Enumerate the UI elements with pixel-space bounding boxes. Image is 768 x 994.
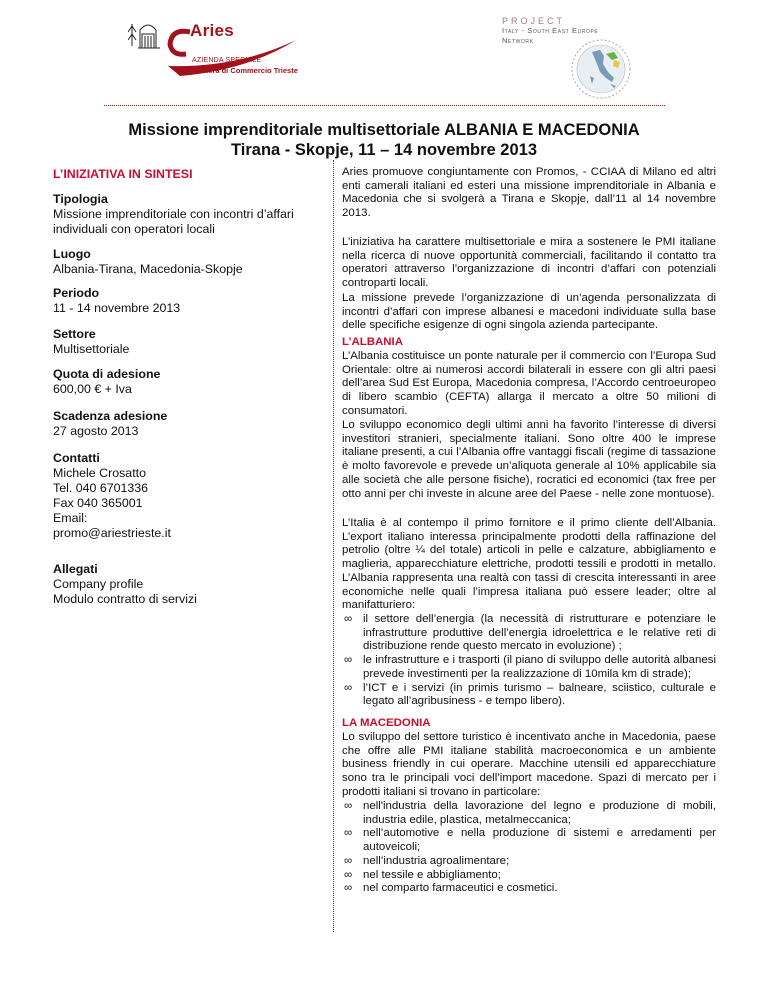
contatti-tel: Tel. 040 6701336	[53, 481, 149, 495]
contatti-email-label: Email:	[53, 511, 88, 525]
title-line-1: Missione imprenditoriale multisettoriale ALBANIA E MACEDONIA	[128, 121, 640, 139]
list-item-text: nel tessile e abbigliamento;	[363, 868, 501, 881]
quota-label: Quota di adesione	[53, 367, 161, 381]
list-item	[342, 613, 716, 654]
list-item-text: l’ICT e i servizi (in primis turismo – balneare, sciistico, culturale e legato all’agribusiness - e tempo libero).	[363, 681, 716, 708]
allegato-modulo-contratto: Modulo contratto di servizi	[53, 592, 197, 606]
periodo-value: 11 - 14 novembre 2013	[53, 301, 181, 315]
periodo-block	[53, 286, 329, 316]
column-divider	[333, 160, 334, 932]
document-title	[80, 120, 688, 160]
header-divider	[104, 105, 665, 106]
tipologia-block	[53, 192, 329, 237]
settore-block	[53, 327, 329, 357]
macedonia-heading: LA MACEDONIA	[342, 717, 431, 729]
list-item-text: le infrastrutture e i trasporti (il piano di sviluppo delle autorità albanesi prevede investimenti per la realizzazione di 10mila km di strade);	[363, 654, 716, 680]
macedonia-sector-list	[342, 800, 716, 896]
list-item	[342, 654, 716, 681]
bullet-glyph: ∞	[344, 868, 353, 881]
bullet-glyph: ∞	[344, 827, 353, 840]
list-item-text: nell'industria della lavorazione del legno e produzione di mobili, industria edile, plastica, metalmeccanica;	[363, 800, 716, 826]
list-item-text: il settore dell’energia (la necessità di ristrutturare e potenziare le infrastrutture produttive dell’energia idroelettrica e le relative reti di distribuzione rende questo mercato in evoluzione) ;	[363, 613, 716, 653]
quota-block	[53, 367, 329, 397]
contatti-fax: Fax 040 365001	[53, 496, 143, 510]
allegato-company-profile: Company profile	[53, 577, 144, 591]
brand-chamber: Camera di Commercio Trieste	[192, 66, 298, 75]
intro-paragraph-2: L’iniziativa ha carattere multisettoriale e mira a sostenere le PMI italiane nella ricerca di nuove opportunità commerciali, facilitando il contatto tra operatori attraverso l’organizzazione di incontri d’affari con potenziali controparti locali.	[342, 236, 716, 290]
summary-heading: L’INIZIATIVA IN SINTESI	[53, 167, 193, 181]
scadenza-value: 27 agosto 2013	[53, 424, 139, 438]
bullet-glyph: ∞	[344, 882, 353, 895]
albania-paragraph-2: Lo sviluppo economico degli ultimi anni ha favorito l’interesse di diversi investitori stranieri, specialmente italiani. Sono oltre 400 le imprese italiane presenti, a cui l’Albania offre vantaggi fiscali (regime di tassazione è molto favorevole e prevede un’aliquota generale al 10% applicabile sia alle società che alle persone fisiche), rocratici ed economici (tax free per otto anni per chi investe in alcune aree del Paese - nelle zone montuose).	[342, 419, 716, 500]
bullet-glyph: ∞	[344, 854, 353, 867]
contatti-block	[53, 451, 329, 541]
list-item	[342, 855, 716, 869]
albania-paragraph-1: L’Albania costituisce un ponte naturale per il commercio con l’Europa Sud Orientale: oltre ai numerosi accordi bilaterali in essere con gli altri paesi dell’area Sud Est Europa, Macedonia compresa, l’Accordo centroeuropeo di libero scambio (CEFTA) allarga il mercato a oltre 50 milioni di consumatori.	[342, 350, 716, 417]
quota-value: 600,00 € + Iva	[53, 382, 132, 396]
list-item-text: nell’automotive e nella produzione di sistemi e arredamenti per autoveicoli;	[363, 827, 716, 854]
bullet-glyph: ∞	[344, 613, 353, 625]
luogo-label: Luogo	[53, 247, 91, 261]
luogo-block	[53, 247, 329, 277]
intro-paragraph-1: Aries promuove congiuntamente con Promos, - CCIAA di Milano ed altri enti camerali italiani ed esteri una missione imprenditoriale in Albania e Macedonia che si svolgerà a Tirana e Skopje, dall’11 al 14 novembre 2013.	[342, 166, 716, 220]
scadenza-label: Scadenza adesione	[53, 409, 168, 423]
tipologia-label: Tipologia	[53, 192, 108, 206]
allegati-block	[53, 562, 329, 607]
periodo-label: Periodo	[53, 286, 100, 300]
bullet-glyph: ∞	[344, 681, 353, 694]
project-line-2: Network	[502, 36, 534, 45]
contatti-name: Michele Crosatto	[53, 466, 146, 480]
list-item-text: nell’industria agroalimentare;	[363, 854, 510, 867]
settore-label: Settore	[53, 327, 96, 341]
bullet-glyph: ∞	[344, 654, 353, 667]
project-map-emblem	[570, 38, 632, 100]
luogo-value: Albania-Tirana, Macedonia-Skopje	[53, 262, 243, 276]
tipologia-value: Missione imprenditoriale con incontri d’affari individuali con operatori locali	[53, 207, 294, 236]
list-item-text: nel comparto farmaceutici e cosmetici.	[363, 882, 558, 895]
bullet-glyph: ∞	[344, 800, 353, 812]
albania-paragraph-3: L’Italia è al contempo il primo fornitore e il primo cliente dell’Albania. L’export italiano interessa principalmente prodotti della raffinazione del petrolio (oltre ¼ del totale) articoli in pelle e calzature, abbigliamento e maglieria, apparecchiature elettriche, prodotti tessili e prodotti in metallo. L’Albania rappresenta una realtà con tassi di crescita interessanti in aree economiche nelle quali l’impresa italiana può essere leader; oltre al manifatturiero:	[342, 517, 716, 612]
macedonia-paragraph-1: Lo sviluppo del settore turistico è incentivato anche in Macedonia, paese che offre alle PMI italiane stabilità macroeconomica e un ambiente business friendly in cui operare. Macchine utensili ed apparecchiature sono tra le principali voci dell’import macedone. Spazi di mercato per i prodotti italiani si trovano in particolare:	[342, 731, 716, 798]
settore-value: Multisettoriale	[53, 342, 130, 356]
list-item	[342, 800, 716, 827]
project-word: PROJECT	[502, 16, 566, 26]
albania-sector-list	[342, 613, 716, 709]
brand-name: Aries	[190, 21, 235, 40]
brand-subtitle: AZIENDA SPECIALE	[192, 57, 262, 64]
intro-paragraph-3: La missione prevede l’organizzazione di un’agenda personalizzata di incontri d’affari con imprese albanesi e macedoni individuate sulla base delle specifiche esigenze di ogni singola azienda partecipante.	[342, 292, 716, 332]
list-item	[342, 882, 716, 896]
contatti-label: Contatti	[53, 451, 100, 465]
list-item	[342, 827, 716, 854]
albania-heading: L’ALBANIA	[342, 336, 403, 348]
scadenza-block	[53, 409, 329, 439]
list-item	[342, 682, 716, 709]
project-line-1: Italy - South East Europe	[502, 26, 599, 35]
contatti-email-link[interactable]: promo@ariestrieste.it	[53, 526, 171, 540]
italy-map-icon	[570, 38, 632, 100]
title-line-2: Tirana - Skopje, 11 – 14 novembre 2013	[230, 141, 538, 159]
list-item	[342, 869, 716, 883]
allegati-label: Allegati	[53, 562, 98, 576]
